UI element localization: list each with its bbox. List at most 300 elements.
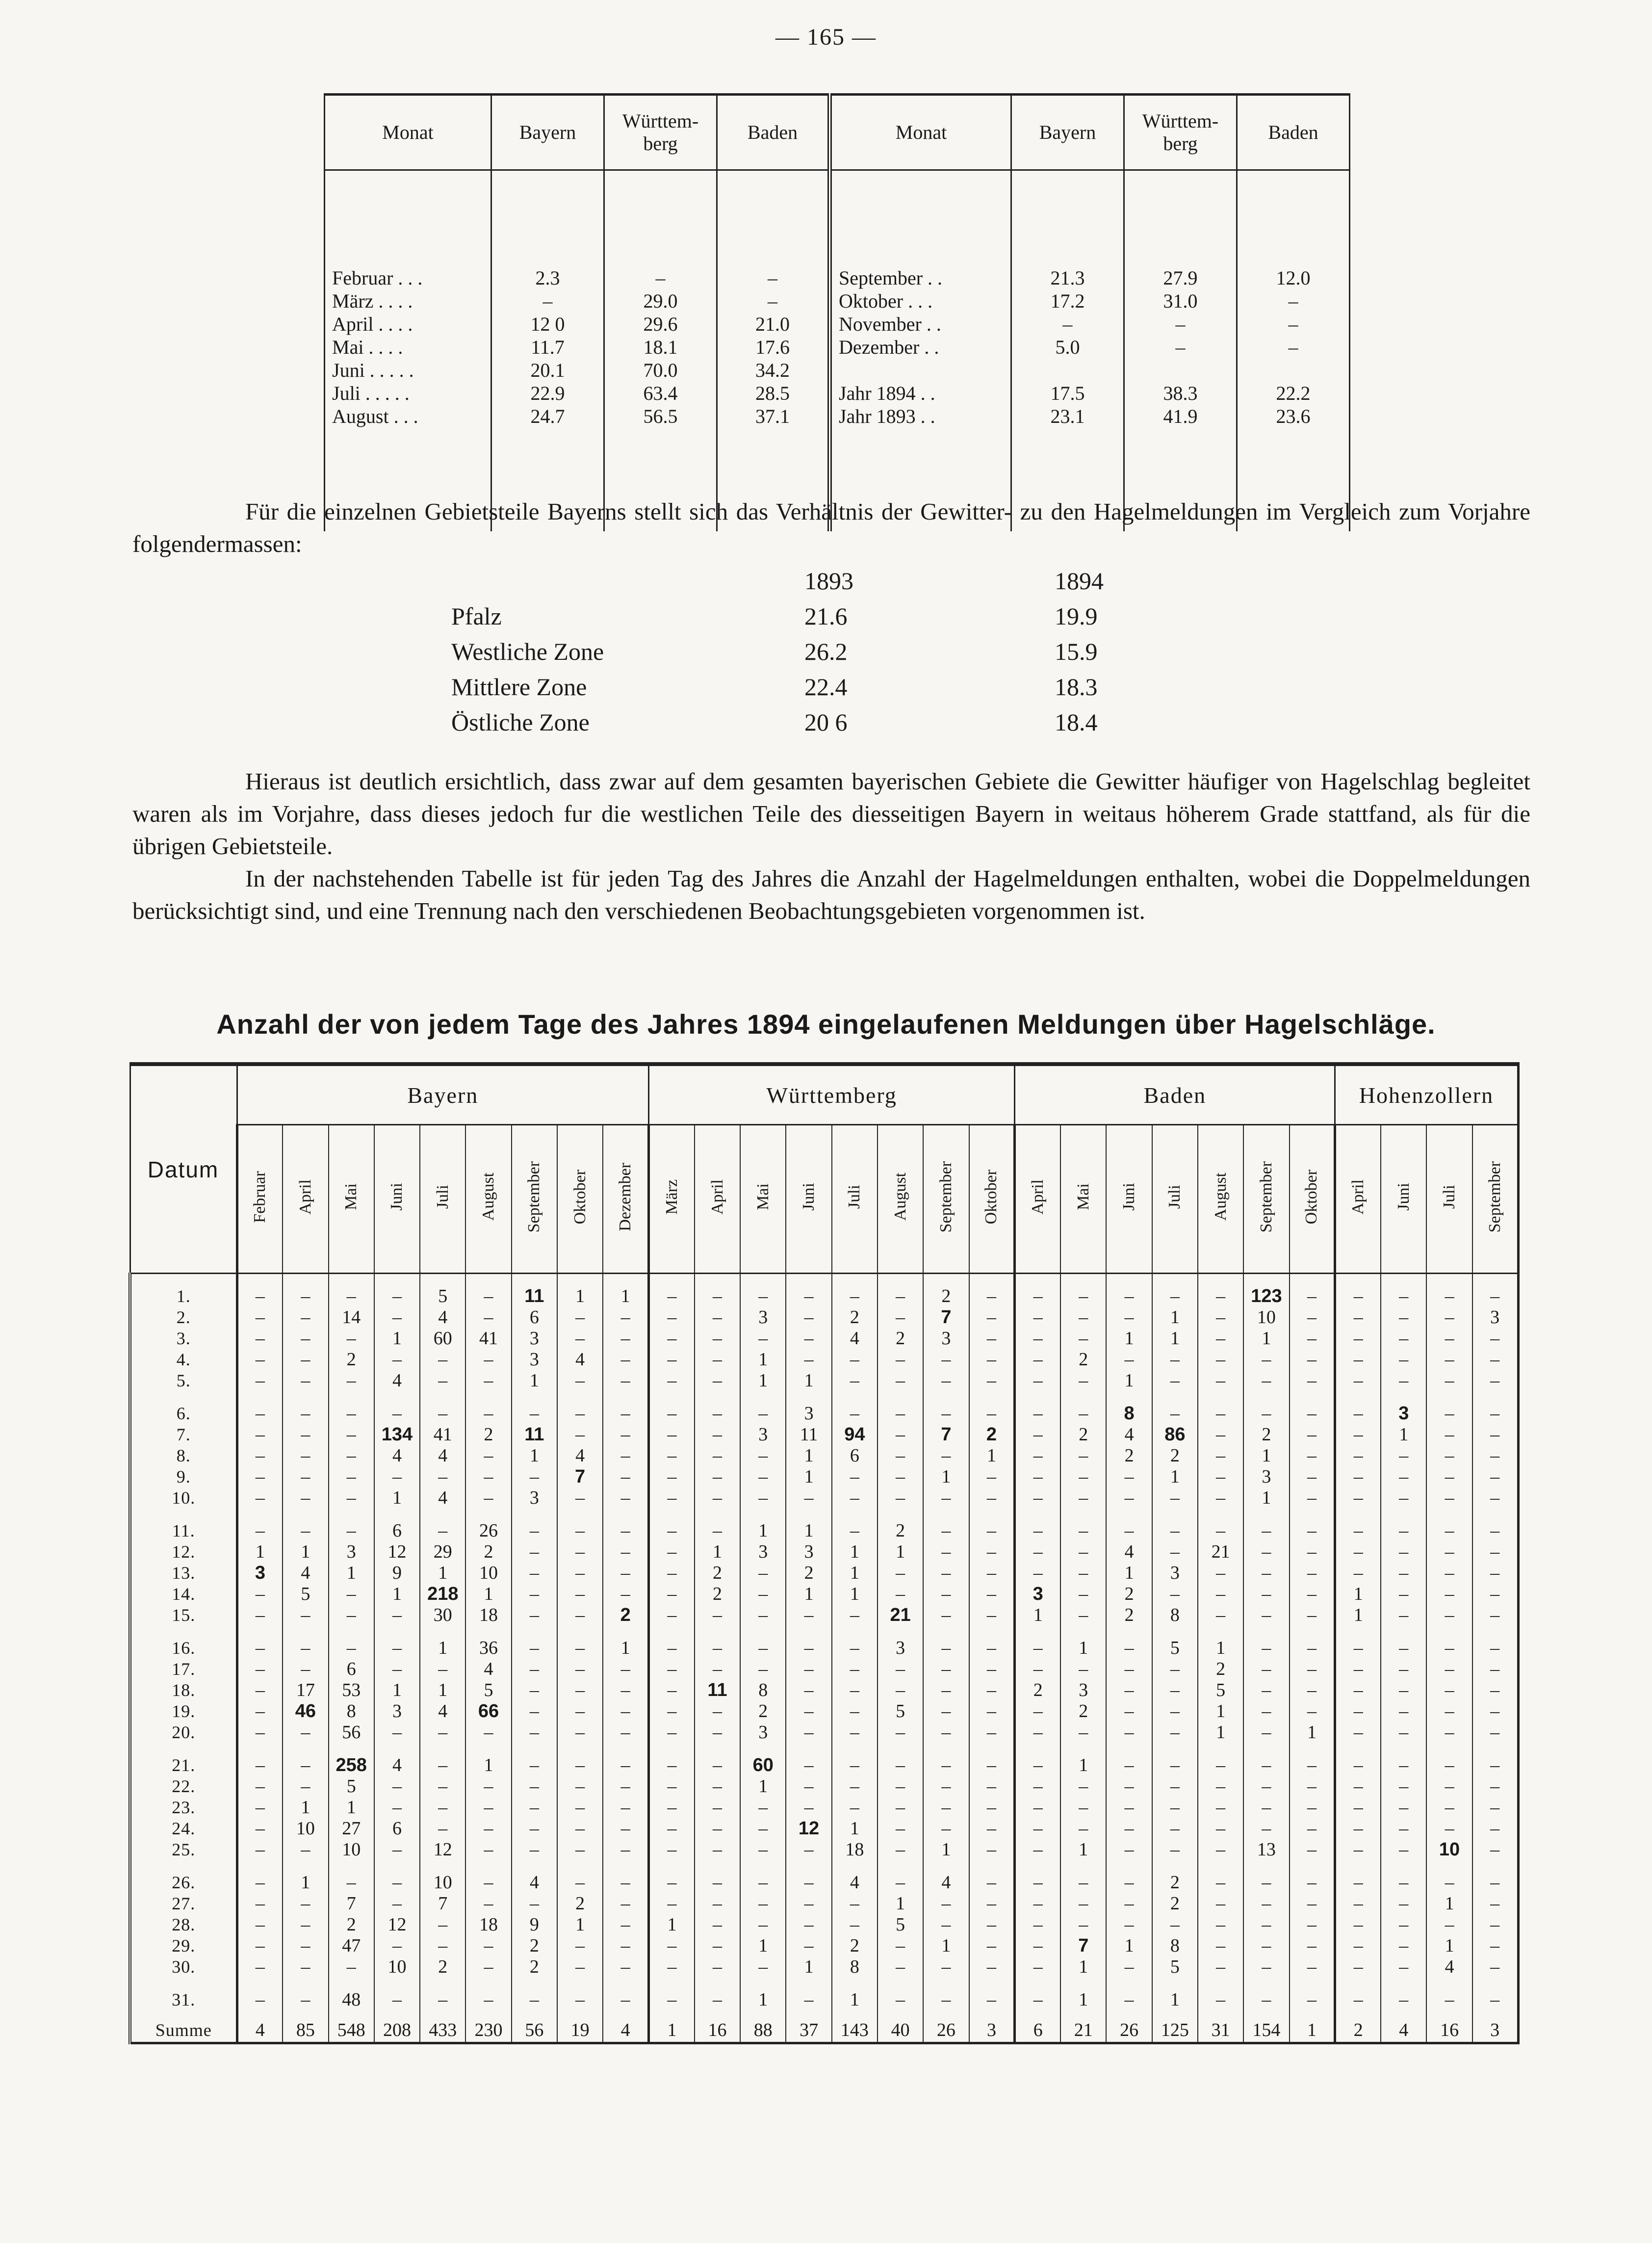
count-cell: 2	[1060, 1349, 1106, 1370]
count-cell: –	[786, 1626, 831, 1659]
count-cell: –	[1152, 1776, 1198, 1797]
count-cell: –	[695, 1391, 740, 1424]
count-cell: –	[1381, 1274, 1426, 1307]
count-cell: –	[1335, 1659, 1381, 1680]
count-cell: –	[283, 1509, 328, 1541]
count-cell: –	[1106, 1956, 1152, 1978]
paragraph-conclusion	[132, 765, 1530, 927]
count-cell: –	[1381, 1605, 1426, 1626]
count-cell: 1	[465, 1584, 511, 1605]
region-header-wuerttemberg: Württemberg	[649, 1064, 1015, 1125]
count-cell: –	[1290, 1978, 1335, 2010]
count-cell: –	[1290, 1466, 1335, 1487]
count-cell: 3	[740, 1722, 786, 1743]
count-cell: –	[603, 1307, 648, 1328]
month-header-label: August	[891, 1173, 909, 1221]
count-cell: 10	[1426, 1839, 1472, 1860]
count-cell: –	[969, 1307, 1015, 1328]
count-cell: –	[374, 1839, 420, 1860]
count-cell: –	[1472, 1701, 1518, 1722]
count-cell: –	[329, 1274, 374, 1307]
count-cell: 8	[1152, 1605, 1198, 1626]
count-cell: –	[1015, 1818, 1060, 1839]
count-cell: –	[1198, 1935, 1243, 1956]
day-row	[130, 1445, 1518, 1466]
count-cell: 4	[832, 1860, 878, 1893]
count-cell: –	[1060, 1370, 1106, 1391]
count-cell: –	[283, 1893, 328, 1914]
count-cell: –	[512, 1680, 557, 1701]
day-row	[130, 1424, 1518, 1445]
count-cell: 31	[1198, 2010, 1243, 2043]
count-cell: 3	[1060, 1680, 1106, 1701]
count-cell: –	[786, 1839, 831, 1860]
count-cell: –	[878, 1935, 923, 1956]
count-cell: –	[649, 1563, 695, 1584]
count-cell: –	[237, 1722, 283, 1743]
count-cell: 1	[603, 1274, 648, 1307]
count-cell: –	[923, 1487, 969, 1509]
count-cell: –	[969, 1797, 1015, 1818]
zone-label: Westliche Zone	[451, 638, 604, 665]
count-cell: –	[329, 1605, 374, 1626]
count-cell: –	[1198, 1956, 1243, 1978]
count-cell: –	[969, 1659, 1015, 1680]
count-cell: –	[1060, 1307, 1106, 1328]
count-cell: –	[740, 1626, 786, 1659]
count-cell: 29	[420, 1541, 465, 1563]
count-cell: 1	[969, 1445, 1015, 1466]
day-row	[130, 1893, 1518, 1914]
value-wuerttemberg: 27.9	[1163, 267, 1198, 289]
month-header	[1015, 1125, 1060, 1274]
count-cell: –	[832, 1680, 878, 1701]
value-baden: 22.2	[1276, 382, 1311, 404]
count-cell: –	[237, 1893, 283, 1914]
count-cell: –	[283, 1487, 328, 1509]
count-cell: 30	[420, 1605, 465, 1626]
count-cell: 1	[878, 1541, 923, 1563]
count-cell: –	[923, 1349, 969, 1370]
count-cell: –	[1290, 1797, 1335, 1818]
value-wuerttemberg: 18.1	[643, 336, 678, 358]
count-cell: 3	[512, 1328, 557, 1349]
count-cell: –	[237, 1776, 283, 1797]
count-cell: –	[649, 1797, 695, 1818]
count-cell: –	[695, 1914, 740, 1935]
date-cell: 11.	[130, 1509, 237, 1541]
count-cell: –	[283, 1391, 328, 1424]
count-cell: –	[465, 1978, 511, 2010]
count-cell: –	[512, 1797, 557, 1818]
count-cell: –	[695, 1328, 740, 1349]
count-cell: 4	[237, 2010, 283, 2043]
count-cell: 12	[420, 1839, 465, 1860]
count-cell: –	[649, 1605, 695, 1626]
date-cell: 28.	[130, 1914, 237, 1935]
count-cell: –	[603, 1370, 648, 1391]
count-cell: –	[923, 1893, 969, 1914]
count-cell: 18	[465, 1914, 511, 1935]
count-cell: –	[1106, 1818, 1152, 1839]
count-cell: –	[1243, 1818, 1289, 1839]
count-cell: –	[786, 1680, 831, 1701]
month-header	[1426, 1125, 1472, 1274]
day-row	[130, 1584, 1518, 1605]
count-cell: –	[603, 1563, 648, 1584]
count-cell: –	[465, 1797, 511, 1818]
count-cell: –	[465, 1839, 511, 1860]
count-cell: 2	[1152, 1893, 1198, 1914]
count-cell: 4	[512, 1860, 557, 1893]
count-cell: 134	[374, 1424, 420, 1445]
count-cell: –	[695, 1605, 740, 1626]
count-cell: –	[878, 1659, 923, 1680]
count-cell: –	[1106, 1349, 1152, 1370]
count-cell: –	[1426, 1487, 1472, 1509]
ratio-1893: 26.2	[804, 638, 848, 665]
count-cell: –	[1015, 1956, 1060, 1978]
count-cell: –	[329, 1860, 374, 1893]
count-cell: 2	[329, 1349, 374, 1370]
count-cell: –	[1152, 1487, 1198, 1509]
value-baden: 21.0	[755, 313, 790, 335]
count-cell: 3	[786, 1541, 831, 1563]
count-cell: –	[1472, 1659, 1518, 1680]
count-cell: –	[420, 1349, 465, 1370]
count-cell: 4	[420, 1701, 465, 1722]
count-cell: –	[603, 1659, 648, 1680]
count-cell: 3	[512, 1349, 557, 1370]
count-cell: –	[557, 1391, 603, 1424]
count-cell: 26	[1106, 2010, 1152, 2043]
count-cell: –	[603, 1328, 648, 1349]
count-cell: 1	[420, 1563, 465, 1584]
count-cell: –	[603, 1509, 648, 1541]
year-header: 1894	[1055, 567, 1104, 595]
count-cell: –	[1106, 1839, 1152, 1860]
date-cell: 27.	[130, 1893, 237, 1914]
left-wuerttemberg-column	[604, 170, 717, 532]
count-cell: –	[1243, 1956, 1289, 1978]
count-cell: –	[237, 1818, 283, 1839]
count-cell: –	[1106, 1680, 1152, 1701]
count-cell: –	[237, 1445, 283, 1466]
count-cell: –	[1152, 1391, 1198, 1424]
count-cell: 1	[740, 1509, 786, 1541]
count-cell: –	[832, 1391, 878, 1424]
count-cell: 5	[1152, 1626, 1198, 1659]
count-cell: –	[1472, 1722, 1518, 1743]
count-cell: –	[1290, 1626, 1335, 1659]
count-cell: 1	[832, 1978, 878, 2010]
count-cell: –	[1152, 1839, 1198, 1860]
count-cell: –	[1060, 1466, 1106, 1487]
month-header-label: April	[1029, 1179, 1047, 1215]
ratio-1893: 22.4	[804, 673, 848, 701]
count-cell: –	[786, 1935, 831, 1956]
count-cell: –	[557, 1541, 603, 1563]
count-cell: 10	[1243, 1307, 1289, 1328]
count-cell: –	[832, 1466, 878, 1487]
count-cell: –	[649, 1391, 695, 1424]
count-cell: 8	[1106, 1391, 1152, 1424]
date-cell: 7.	[130, 1424, 237, 1445]
month-header-label: August	[1211, 1173, 1230, 1221]
count-cell: 8	[1152, 1935, 1198, 1956]
month-header-label: Juni	[387, 1183, 406, 1211]
count-cell: –	[283, 1445, 328, 1466]
count-cell: –	[1015, 1541, 1060, 1563]
count-cell: –	[832, 1701, 878, 1722]
count-cell: –	[1060, 1914, 1106, 1935]
count-cell: –	[1106, 1978, 1152, 2010]
count-cell: –	[1152, 1274, 1198, 1307]
count-cell: –	[603, 1466, 648, 1487]
count-cell: –	[1060, 1776, 1106, 1797]
count-cell: –	[740, 1274, 786, 1307]
count-cell: 41	[465, 1328, 511, 1349]
count-cell: –	[420, 1914, 465, 1935]
count-cell: –	[512, 1743, 557, 1776]
count-cell: –	[420, 1509, 465, 1541]
count-cell: –	[1290, 1391, 1335, 1424]
day-row	[130, 1860, 1518, 1893]
date-cell: 10.	[130, 1487, 237, 1509]
count-cell: –	[237, 1659, 283, 1680]
count-cell: –	[557, 1509, 603, 1541]
count-cell: –	[1060, 1893, 1106, 1914]
count-cell: –	[1060, 1274, 1106, 1307]
column-header-left-0: Monat	[325, 95, 491, 170]
count-cell: –	[740, 1391, 786, 1424]
zone-label: Pfalz	[451, 602, 502, 630]
count-cell: –	[557, 1978, 603, 2010]
count-cell: 60	[740, 1743, 786, 1776]
count-cell: –	[374, 1935, 420, 1956]
count-cell: –	[695, 1349, 740, 1370]
count-cell: –	[878, 1584, 923, 1605]
count-cell: 4	[374, 1445, 420, 1466]
count-cell: –	[832, 1659, 878, 1680]
count-cell: –	[329, 1466, 374, 1487]
count-cell: –	[1015, 1370, 1060, 1391]
count-cell: 11	[512, 1424, 557, 1445]
count-cell: –	[923, 1509, 969, 1541]
count-cell: 41	[420, 1424, 465, 1445]
value-bayern: 24.7	[530, 405, 565, 427]
count-cell: –	[1152, 1722, 1198, 1743]
count-cell: –	[1426, 1349, 1472, 1370]
count-cell: 1	[1060, 1743, 1106, 1776]
count-cell: –	[603, 1978, 648, 2010]
count-cell: –	[832, 1743, 878, 1776]
count-cell: –	[283, 1956, 328, 1978]
count-cell: 1	[832, 1541, 878, 1563]
count-cell: –	[649, 1626, 695, 1659]
count-cell: –	[878, 1424, 923, 1445]
count-cell: –	[1015, 1776, 1060, 1797]
count-cell: 14	[329, 1307, 374, 1328]
date-cell: 20.	[130, 1722, 237, 1743]
count-cell: –	[923, 1370, 969, 1391]
count-cell: –	[1426, 1584, 1472, 1605]
count-cell: –	[465, 1349, 511, 1370]
page-number: — 165 —	[775, 24, 877, 50]
count-cell: –	[649, 1466, 695, 1487]
count-cell: –	[1335, 1541, 1381, 1563]
right-months-column	[830, 170, 1011, 532]
count-cell: –	[1381, 1626, 1426, 1659]
count-cell: –	[740, 1487, 786, 1509]
count-cell: –	[1426, 1391, 1472, 1424]
count-cell: 2	[923, 1274, 969, 1307]
count-cell: –	[649, 1487, 695, 1509]
count-cell: 4	[1106, 1541, 1152, 1563]
month-label: Mai . . . .	[332, 336, 403, 358]
count-cell: –	[374, 1466, 420, 1487]
count-cell: 12	[374, 1541, 420, 1563]
count-cell: 1	[740, 1935, 786, 1956]
count-cell: –	[649, 1424, 695, 1445]
count-cell: –	[878, 1776, 923, 1797]
count-cell: –	[1198, 1743, 1243, 1776]
count-cell: –	[923, 1956, 969, 1978]
month-header-label: März	[662, 1179, 681, 1215]
count-cell: 3	[740, 1307, 786, 1328]
count-cell: –	[1426, 1274, 1472, 1307]
count-cell: 1	[1335, 1584, 1381, 1605]
count-cell: –	[1472, 1274, 1518, 1307]
count-cell: 1	[1198, 1722, 1243, 1743]
count-cell: –	[786, 1274, 831, 1307]
count-cell: 1	[1060, 1978, 1106, 2010]
count-cell: –	[1243, 1893, 1289, 1914]
month-header-label: September	[936, 1161, 955, 1233]
count-cell: 85	[283, 2010, 328, 2043]
count-cell: 56	[329, 1722, 374, 1743]
count-cell: 2	[465, 1424, 511, 1445]
count-cell: –	[557, 1743, 603, 1776]
count-cell: –	[420, 1978, 465, 2010]
count-cell: –	[695, 1509, 740, 1541]
count-cell: –	[923, 1391, 969, 1424]
count-cell: –	[329, 1445, 374, 1466]
count-cell: –	[1152, 1701, 1198, 1722]
day-row	[130, 1935, 1518, 1956]
count-cell: –	[1290, 1680, 1335, 1701]
count-cell: –	[1472, 1487, 1518, 1509]
count-cell: –	[649, 1680, 695, 1701]
count-cell: 3	[374, 1701, 420, 1722]
month-label: Dezember . .	[839, 336, 939, 358]
day-row	[130, 1563, 1518, 1584]
count-cell: –	[1243, 1509, 1289, 1541]
value-bayern: 20.1	[530, 359, 565, 381]
count-cell: –	[237, 1935, 283, 1956]
count-cell: –	[420, 1659, 465, 1680]
count-cell: –	[512, 1978, 557, 2010]
count-cell: 2	[1198, 1659, 1243, 1680]
count-cell: 1	[923, 1466, 969, 1487]
count-cell: –	[1198, 1274, 1243, 1307]
count-cell: –	[1060, 1541, 1106, 1563]
value-baden: 12.0	[1276, 267, 1311, 289]
day-row	[130, 1349, 1518, 1370]
count-cell: –	[557, 1722, 603, 1743]
count-cell: –	[1152, 1818, 1198, 1839]
count-cell: –	[1335, 1978, 1381, 2010]
count-cell: –	[1106, 1274, 1152, 1307]
count-cell: –	[969, 1860, 1015, 1893]
month-header	[1198, 1125, 1243, 1274]
count-cell: –	[1198, 1445, 1243, 1466]
count-cell: 1	[832, 1584, 878, 1605]
value-bayern: 17.5	[1050, 382, 1085, 404]
count-cell: 3	[1381, 1391, 1426, 1424]
count-cell: –	[969, 1914, 1015, 1935]
date-cell: 3.	[130, 1328, 237, 1349]
count-cell: –	[1472, 1509, 1518, 1541]
count-cell: –	[969, 1349, 1015, 1370]
count-cell: 1	[1106, 1935, 1152, 1956]
count-cell: –	[786, 1328, 831, 1349]
month-label: September . .	[839, 267, 943, 289]
count-cell: –	[1290, 1563, 1335, 1584]
count-cell: –	[1290, 1956, 1335, 1978]
count-cell: –	[695, 1797, 740, 1818]
count-cell: –	[649, 1722, 695, 1743]
date-cell: 21.	[130, 1743, 237, 1776]
count-cell: 2	[420, 1956, 465, 1978]
value-wuerttemberg: 31.0	[1163, 290, 1198, 312]
count-cell: 12	[374, 1914, 420, 1935]
count-cell: 47	[329, 1935, 374, 1956]
count-cell: –	[1060, 1487, 1106, 1509]
count-cell: –	[1198, 1914, 1243, 1935]
date-cell: 24.	[130, 1818, 237, 1839]
count-cell: –	[1426, 1722, 1472, 1743]
count-cell: 2	[740, 1701, 786, 1722]
count-cell: –	[420, 1370, 465, 1391]
count-cell: –	[1381, 1839, 1426, 1860]
count-cell: 1	[1426, 1935, 1472, 1956]
count-cell: 2	[695, 1584, 740, 1605]
month-header-label: August	[479, 1173, 498, 1221]
count-cell: –	[1015, 1274, 1060, 1307]
count-cell: –	[649, 1743, 695, 1776]
count-cell: –	[237, 1424, 283, 1445]
count-cell: –	[603, 1445, 648, 1466]
count-cell: 2	[969, 1424, 1015, 1445]
count-cell: –	[465, 1893, 511, 1914]
count-cell: –	[329, 1956, 374, 1978]
count-cell: 4	[557, 1445, 603, 1466]
count-cell: 1	[329, 1797, 374, 1818]
count-cell: –	[1198, 1307, 1243, 1328]
month-header	[374, 1125, 420, 1274]
count-cell: 6	[374, 1818, 420, 1839]
date-cell: 31.	[130, 1978, 237, 2010]
count-cell: –	[1472, 1328, 1518, 1349]
count-cell: 3	[740, 1424, 786, 1445]
count-cell: –	[1426, 1541, 1472, 1563]
count-cell: –	[649, 1860, 695, 1893]
count-cell: –	[1381, 1860, 1426, 1893]
count-cell: –	[1243, 1776, 1289, 1797]
count-cell: –	[649, 1935, 695, 1956]
count-cell: 5	[1152, 1956, 1198, 1978]
